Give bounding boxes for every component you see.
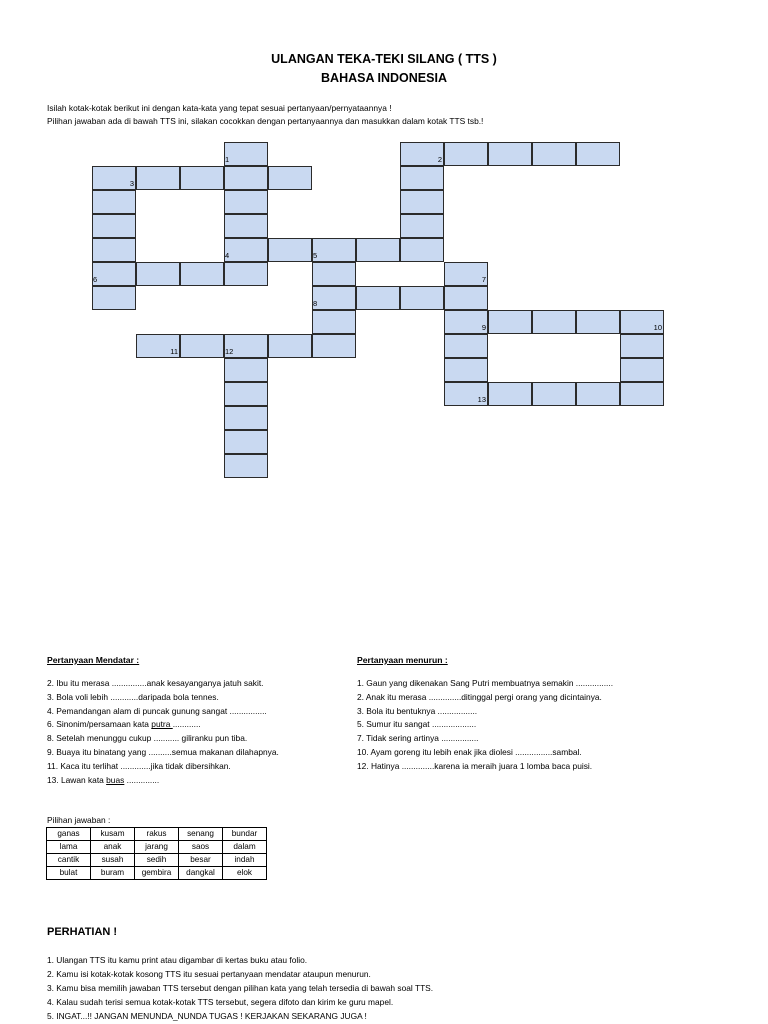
crossword-cell <box>180 166 224 190</box>
clue-item: 5. Sumur itu sangat ................... <box>357 719 477 730</box>
crossword-cell <box>488 382 532 406</box>
crossword-cell <box>224 382 268 406</box>
crossword-cell <box>576 382 620 406</box>
clue-item: 12. Hatinya ..............karena ia meraih juara 1 lomba baca puisi. <box>357 760 593 771</box>
clue-item: 2. Ibu itu merasa ...............anak kesayanganya jatuh sakit. <box>47 678 264 688</box>
crossword-cell <box>488 310 532 334</box>
crossword-cell <box>224 238 268 262</box>
crossword-cell <box>312 334 356 358</box>
crossword-cell <box>180 262 224 286</box>
notice-item: 5. INGAT...!! JANGAN MENUNDA_NUNDA TUGAS ! KERJAKAN SEKARANG JUGA ! <box>47 1011 367 1021</box>
clue-number: 1 <box>225 155 230 164</box>
crossword-cell <box>224 406 268 430</box>
crossword-cell <box>92 238 136 262</box>
answer-options-table <box>46 827 267 880</box>
clue-number: 3 <box>129 179 134 188</box>
option-word: anak <box>91 841 135 854</box>
crossword-cell <box>180 334 224 358</box>
option-word: cantik <box>47 854 91 867</box>
crossword-cell <box>620 382 664 406</box>
clue-number: 6 <box>93 275 98 284</box>
clue-item: 6. Sinonim/persamaan kata putra ............ <box>47 719 201 730</box>
option-word: dalam <box>223 841 267 854</box>
crossword-cell <box>312 310 356 334</box>
option-word: lama <box>47 841 91 854</box>
crossword-cell <box>400 166 444 190</box>
clue-item: 10. Ayam goreng itu lebih enak jika diolesi ................sambal. <box>357 747 582 757</box>
clue-number: 12 <box>225 347 234 356</box>
instruction-line: Pilihan jawaban ada di bawah TTS ini, silakan cocokkan dengan pertanyaannya dan masukkan dalam kotak TTS tsb.! <box>47 116 484 126</box>
crossword-cell <box>92 262 136 286</box>
crossword-cell <box>400 214 444 238</box>
clue-item: 13. Lawan kata buas .............. <box>47 774 160 785</box>
notice-item: 1. Ulangan TTS itu kamu print atau digambar di kertas buku atau folio. <box>47 955 308 965</box>
options-row <box>47 867 267 880</box>
notice-title: PERHATIAN ! <box>47 926 118 938</box>
clue-number: 11 <box>170 347 178 356</box>
crossword-cell <box>532 382 576 406</box>
option-word: rakus <box>135 828 179 841</box>
crossword-cell <box>620 334 664 358</box>
crossword-cell <box>400 190 444 214</box>
clue-number: 8 <box>313 299 318 308</box>
option-word: bulat <box>47 867 91 880</box>
clue-item: 3. Bola voli lebih ............daripada bola tennes. <box>47 691 219 702</box>
clue-number: 9 <box>481 323 486 332</box>
crossword-cell <box>444 142 488 166</box>
crossword-cell <box>488 142 532 166</box>
page-subtitle: BAHASA INDONESIA <box>321 71 447 85</box>
option-word: kusam <box>91 828 135 841</box>
option-word: dangkal <box>179 867 223 880</box>
clue-number: 10 <box>653 323 662 332</box>
crossword-cell <box>224 430 268 454</box>
clue-item: 8. Setelah menunggu cukup ........... giliranku pun tiba. <box>47 733 248 744</box>
option-word: susah <box>91 854 135 867</box>
crossword-cell <box>576 142 620 166</box>
crossword-cell <box>312 286 356 310</box>
clue-item: 4. Pemandangan alam di puncak gunung sangat ................ <box>47 705 267 716</box>
option-word: sedih <box>135 854 179 867</box>
crossword-cell <box>620 358 664 382</box>
crossword-cell <box>224 262 268 286</box>
options-row <box>47 828 267 841</box>
crossword-cell <box>224 358 268 382</box>
option-word: elok <box>223 867 267 880</box>
crossword-cell <box>92 190 136 214</box>
across-title: Pertanyaan Mendatar : <box>47 655 140 665</box>
clue-item: 7. Tidak sering artinya ................ <box>357 733 479 744</box>
option-word: senang <box>179 828 223 841</box>
page-title: ULANGAN TEKA-TEKI SILANG ( TTS ) <box>271 52 497 66</box>
crossword-cell <box>356 238 400 262</box>
crossword-cell <box>576 310 620 334</box>
down-title: Pertanyaan menurun : <box>357 655 448 665</box>
notice-item: 3. Kamu bisa memilih jawaban TTS tersebut dengan pilihan kata yang telah tersedia di bawah soal TTS. <box>47 983 434 993</box>
clue-item: 1. Gaun yang dikenakan Sang Putri membuatnya semakin ................ <box>357 678 614 688</box>
option-word: bundar <box>223 828 267 841</box>
crossword-cell <box>444 286 488 310</box>
crossword-cell <box>268 166 312 190</box>
option-word: besar <box>179 854 223 867</box>
options-row <box>47 841 267 854</box>
crossword-cell <box>312 238 356 262</box>
clue-number: 4 <box>225 251 230 260</box>
crossword-cell <box>136 262 180 286</box>
crossword-cell <box>224 454 268 478</box>
crossword-cell <box>444 358 488 382</box>
clue-number: 2 <box>437 155 442 164</box>
option-word: indah <box>223 854 267 867</box>
option-word: ganas <box>47 828 91 841</box>
crossword-cell <box>356 286 400 310</box>
crossword-cell <box>92 214 136 238</box>
crossword-cell <box>400 238 444 262</box>
clue-item: 9. Buaya itu binatang yang ..........semua makanan dilahapnya. <box>47 747 279 757</box>
option-word: buram <box>91 867 135 880</box>
crossword-cell <box>400 286 444 310</box>
clue-item: 3. Bola itu bentuknya ................. <box>357 705 478 716</box>
options-row <box>47 854 267 867</box>
clue-number: 5 <box>313 251 318 260</box>
instruction-line: Isilah kotak-kotak berikut ini dengan kata-kata yang tepat sesuai pertanyaan/pernyataannya ! <box>47 103 392 113</box>
notice-item: 2. Kamu isi kotak-kotak kosong TTS itu sesuai pertanyaan mendatar ataupun menurun. <box>47 969 371 979</box>
crossword-cell <box>268 334 312 358</box>
crossword-cell <box>532 310 576 334</box>
clue-item: 2. Anak itu merasa ..............ditinggal pergi orang yang dicintainya. <box>357 691 602 702</box>
crossword-cell <box>224 142 268 166</box>
clue-item: 11. Kaca itu terlihat .............jika tidak dibersihkan. <box>47 760 231 771</box>
crossword-cell <box>312 262 356 286</box>
crossword-cell <box>224 166 268 190</box>
crossword-cell <box>268 238 312 262</box>
crossword-cell <box>444 334 488 358</box>
option-word: saos <box>179 841 223 854</box>
clue-number: 13 <box>477 395 486 404</box>
notice-item: 4. Kalau sudah terisi semua kotak-kotak TTS tersebut, segera difoto dan kirim ke guru mapel. <box>47 997 394 1007</box>
clue-number: 7 <box>481 275 486 284</box>
crossword-cell <box>224 190 268 214</box>
crossword-cell <box>532 142 576 166</box>
crossword-cell <box>224 214 268 238</box>
crossword-cell <box>136 166 180 190</box>
crossword-cell <box>92 286 136 310</box>
option-word: gembira <box>135 867 179 880</box>
option-word: jarang <box>135 841 179 854</box>
options-label: Pilihan jawaban : <box>47 815 111 825</box>
